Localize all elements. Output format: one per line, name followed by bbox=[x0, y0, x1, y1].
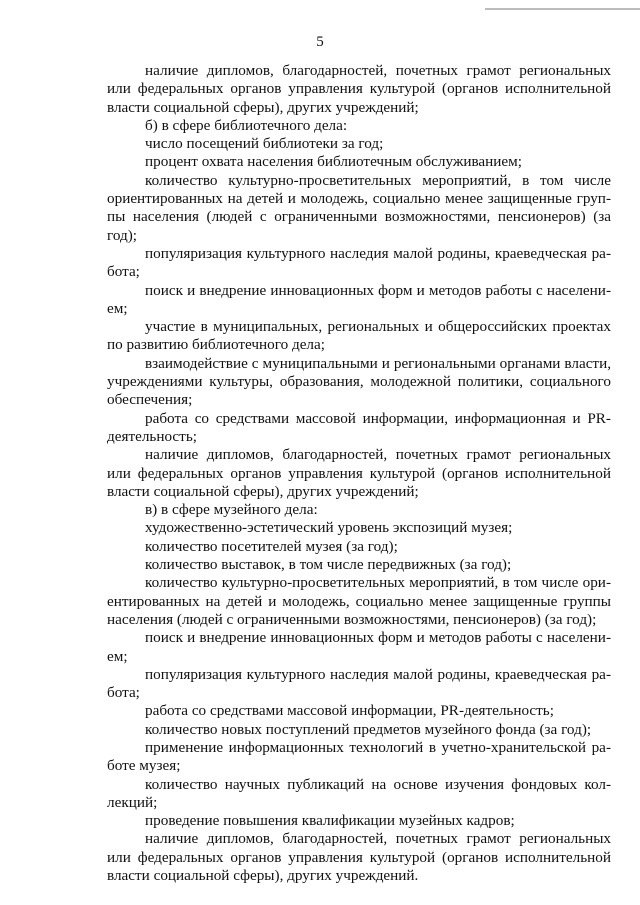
paragraph: количество посетителей музея (за год); bbox=[145, 537, 398, 555]
paragraph: участие в муниципальных, региональных и общероссийских проектах по развитию библиотечного дела; bbox=[107, 318, 611, 354]
paragraph: количество новых поступлений предметов музейного фонда (за год); bbox=[145, 720, 592, 738]
paragraph: количество культурно-просветительных мероприятий, в том числе ориентированных на детей и молодежь, социально менее защищенные группы населения (людей с ограниченными возможностями, пенсионеров) (за год); bbox=[107, 171, 611, 244]
paragraph: работа со средствами массовой информации, PR-деятельность; bbox=[145, 702, 554, 720]
paragraph: процент охвата населения библиотечным обслуживанием; bbox=[145, 153, 523, 171]
paragraph: число посещений библиотеки за год; bbox=[145, 135, 384, 153]
paragraph: в) в сфере музейного дела: bbox=[145, 501, 318, 519]
paragraph: применение информационных технологий в учетно-хранительской работе музея; bbox=[107, 738, 611, 775]
paragraph: популяризация культурного наследия малой родины, краеведческая работа; bbox=[107, 665, 611, 702]
paragraph: взаимодействие с муниципальными и региональными органами власти, учреждениями культуры, образования, молодежной политики, социального обеспечения; bbox=[107, 354, 611, 409]
document-body bbox=[107, 62, 611, 885]
page-number: 5 bbox=[316, 34, 324, 50]
paragraph: поиск и внедрение инновационных форм и методов работы с населением; bbox=[107, 629, 611, 665]
paragraph: работа со средствами массовой информации, информационная и PR-деятельность; bbox=[107, 409, 611, 445]
top-edge-rule bbox=[485, 8, 640, 10]
paragraph: б) в сфере библиотечного дела: bbox=[145, 116, 348, 134]
paragraph: количество культурно-просветительных мероприятий, в том числе ориентированных на детей и молодежь, социально менее защищенные группы населения (людей с ограниченными возможностями, пенсионеров) (за год); bbox=[107, 574, 611, 628]
paragraph: проведение повышения квалификации музейных кадров; bbox=[145, 812, 515, 830]
paragraph: популяризация культурного наследия малой родины, краеведческая работа; bbox=[107, 244, 611, 281]
paragraph: художественно-эстетический уровень экспозиций музея; bbox=[145, 519, 513, 537]
paragraph: количество научных публикаций на основе изучения фондовых коллекций; bbox=[107, 775, 611, 811]
paragraph: поиск и внедрение инновационных форм и методов работы с населением; bbox=[107, 281, 611, 317]
paragraph: количество выставок, в том числе передвижных (за год); bbox=[145, 556, 512, 574]
paragraph: наличие дипломов, благодарностей, почетных грамот региональных или федеральных органов управления культурой (органов исполнительной власти социальной сферы), других учреждений; bbox=[107, 446, 611, 500]
paragraph: наличие дипломов, благодарностей, почетных грамот региональных или федеральных органов управления культурой (органов исполнительной власти социальной сферы), других учреждений; bbox=[107, 62, 611, 116]
paragraph: наличие дипломов, благодарностей, почетных грамот региональных или федеральных органов управления культурой (органов исполнительной власти социальной сферы), других учреждений. bbox=[107, 830, 611, 885]
